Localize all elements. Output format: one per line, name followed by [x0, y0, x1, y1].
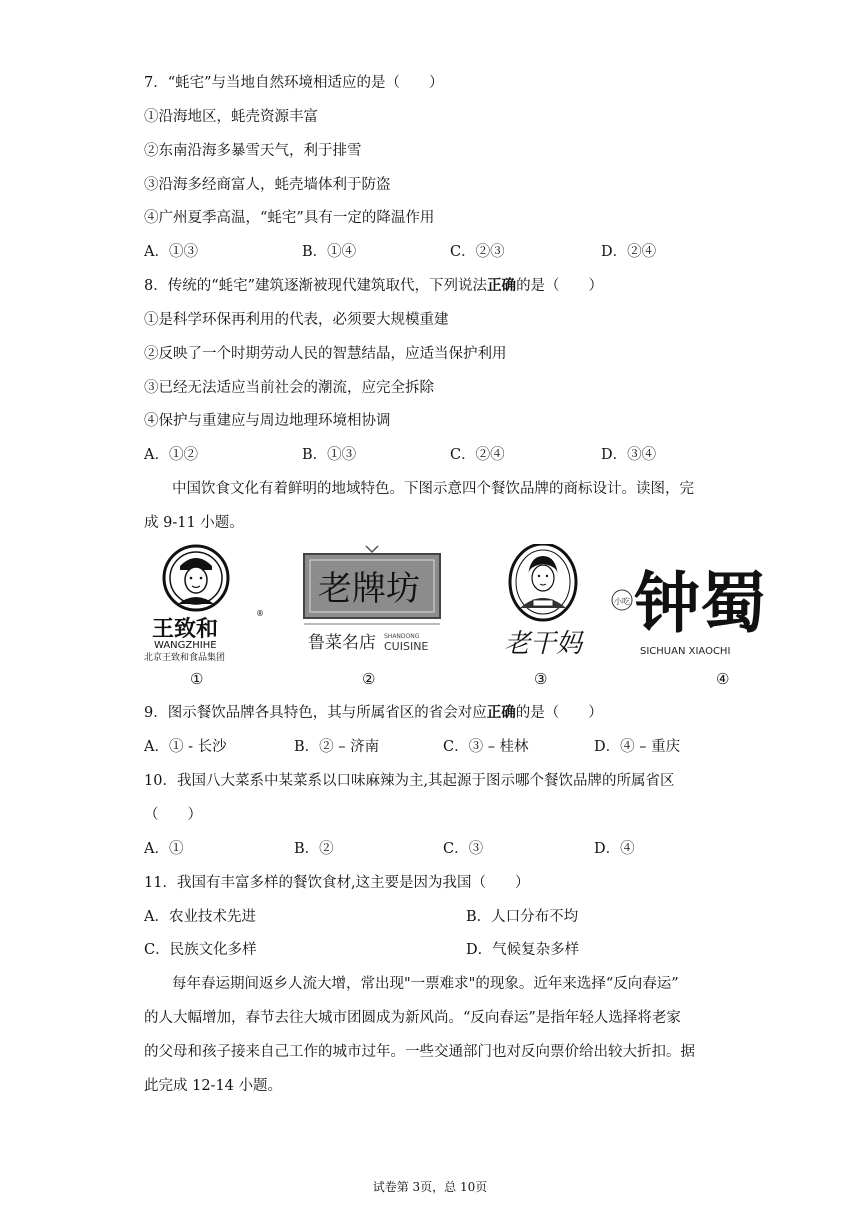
q8-option-d: D．③④ — [601, 447, 657, 463]
q9-emphasis: 正确 — [486, 704, 516, 721]
logo-number-2: ② — [362, 670, 376, 688]
logo1-company: 北京王致和食品集团 — [144, 653, 226, 663]
intro2-line-3: 的父母和孩子接来自己工作的城市过年。一些交通部门也对反向票价给出较大折扣。据 — [144, 1044, 695, 1060]
q11-option-a: A．农业技术先进 — [144, 909, 256, 925]
intro1-line-2: 成 9-11 小题。 — [144, 515, 244, 531]
logo-number-4: ④ — [716, 670, 730, 688]
q8-statement-4: ④保护与重建应与周边地理环境相协调 — [144, 413, 391, 429]
logo-number-3: ③ — [534, 670, 548, 688]
logo-number-1: ① — [190, 670, 204, 688]
intro2-line-1: 每年春运期间返乡人流大增，常出现"一票难求"的现象。近年来选择“反向春运” — [172, 976, 679, 992]
q10-stem-1: 10．我国八大菜系中某菜系以口味麻辣为主,其起源于图示哪个餐饮品牌的所属省区 — [144, 773, 675, 789]
logo-sichuan-xiaochi — [610, 544, 780, 664]
logo2-en-1: SHANDONG — [384, 633, 420, 640]
logo4-en: SICHUAN XIAOCHI — [640, 646, 731, 657]
q11-option-c: C．民族文化多样 — [144, 942, 257, 958]
q7-option-c: C．②③ — [450, 244, 505, 260]
q7-option-a: A．①③ — [144, 244, 198, 260]
q10-option-d: D．④ — [594, 841, 635, 857]
q7-stem: 7．“蚝宅”与当地自然环境相适应的是（ ） — [144, 75, 444, 91]
q10-stem-2: （ ） — [144, 807, 202, 823]
q8-option-b: B．①③ — [302, 447, 357, 463]
q10-option-c: C．③ — [443, 841, 484, 857]
logo2-sub: 鲁菜名店 — [308, 633, 376, 653]
logo4-seal: 小吃 — [614, 597, 630, 606]
q11-stem: 11．我国有丰富多样的餐饮食材,这主要是因为我国（ ） — [144, 875, 530, 891]
logo2-en-2: CUISINE — [384, 640, 429, 653]
q7-statement-1: ①沿海地区，蚝壳资源丰富 — [144, 109, 318, 125]
q7-statement-3: ③沿海多经商富人，蚝壳墙体利于防盗 — [144, 177, 391, 193]
q9-option-a: A．① - 长沙 — [144, 739, 227, 755]
logo2-name: 老牌坊 — [318, 569, 420, 609]
intro1-line-1: 中国饮食文化有着鲜明的地域特色。下图示意四个餐饮品牌的商标设计。读图，完 — [172, 481, 694, 497]
q8-stem: 8．传统的“蚝宅”建筑逐渐被现代建筑取代，下列说法正确的是（ ） — [144, 277, 604, 294]
q7-statement-4: ④广州夏季高温，“蚝宅”具有一定的降温作用 — [144, 210, 435, 226]
q8-emphasis: 正确 — [487, 277, 517, 294]
logo-wangzhihe — [144, 544, 268, 664]
logo1-name: 王致和 — [152, 617, 219, 642]
q8-statement-2: ②反映了一个时期劳动人民的智慧结晶，应适当保护利用 — [144, 346, 507, 362]
q7-option-b: B．①④ — [302, 244, 357, 260]
intro2-line-4: 此完成 12-14 小题。 — [144, 1078, 283, 1094]
logo-laopaifang — [302, 544, 442, 664]
q11-option-b: B．人口分布不均 — [466, 909, 579, 925]
logo1-pinyin: WANGZHIHE — [154, 640, 217, 651]
q8-statement-3: ③已经无法适应当前社会的潮流，应完全拆除 — [144, 380, 434, 396]
q9-option-b: B．② – 济南 — [294, 739, 380, 755]
logo4-name: 钟蜀 — [634, 564, 766, 642]
q9-option-d: D．④ – 重庆 — [594, 739, 681, 755]
page-footer: 试卷第 3页，总 10页 — [372, 1180, 488, 1194]
q8-option-a: A．①② — [144, 447, 198, 463]
q9-option-c: C．③ – 桂林 — [443, 739, 529, 755]
logo-laoganma — [498, 544, 588, 664]
q7-option-d: D．②④ — [601, 244, 657, 260]
svg-text:®: ® — [256, 609, 264, 618]
q7-statement-2: ②东南沿海多暴雪天气，利于排雪 — [144, 143, 362, 159]
brand-logos-figure — [140, 544, 780, 694]
q8-option-c: C．②④ — [450, 447, 505, 463]
logo3-name: 老干妈 — [504, 629, 583, 659]
q9-stem: 9．图示餐饮品牌各具特色，其与所属省区的省会对应正确的是（ ） — [144, 704, 603, 721]
q10-option-a: A．① — [144, 841, 184, 857]
q8-statement-1: ①是科学环保再利用的代表，必须要大规模重建 — [144, 312, 449, 328]
q11-option-d: D．气候复杂多样 — [466, 942, 580, 958]
q10-option-b: B．② — [294, 841, 334, 857]
intro2-line-2: 的人大幅增加，春节去往大城市团圆成为新风尚。“反向春运”是指年轻人选择将老家 — [144, 1010, 681, 1026]
